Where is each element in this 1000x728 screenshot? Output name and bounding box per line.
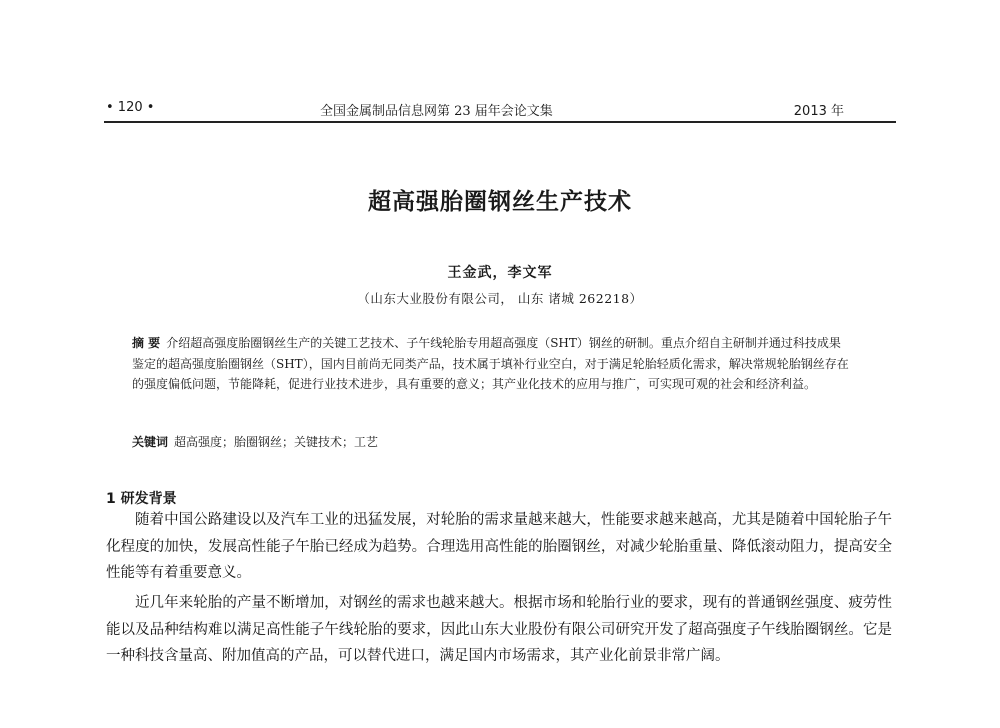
body-paragraph: 随着中国公路建设以及汽车工业的迅猛发展，对轮胎的需求量越来越大，性能要求越来越高，尤其是随着中国轮胎子午化程度的加快，发展高性能子午胎已经成为趋势。合理选用高性能的胎圈钢丝，对减少轮胎重量、降低滚动阻力，提高安全性能等有着重要意义。 (106, 512, 892, 581)
running-header (106, 100, 896, 120)
section-heading: 1 研发背景 (106, 491, 177, 507)
keywords-text: 超高强度；胎圈钢丝；关键技术；工艺 (174, 435, 379, 449)
keywords-label: 关键词 (132, 435, 169, 449)
abstract (132, 333, 852, 395)
keywords (132, 432, 852, 452)
author-affiliation: （山东大业股份有限公司， 山东 诸城 262218） (357, 291, 643, 306)
abstract-label: 摘 要 (132, 336, 161, 350)
article-authors: 王金武，李文军 (447, 265, 553, 281)
header-divider (104, 121, 896, 123)
journal-name: 全国金属制品信息网第 23 届年会论文集 (320, 104, 553, 119)
body-paragraph: 近几年来轮胎的产量不断增加，对钢丝的需求也越来越大。根据市场和轮胎行业的要求，现有的普通钢丝强度、疲劳性能以及品种结构难以满足高性能子午线轮胎的要求，因此山东大业股份有限公司研究开发了超高强度子午线胎圈钢丝。它是一种科技含量高、附加值高的产品，可以替代进口，满足国内市场需求，其产业化前景非常广阔。 (106, 595, 892, 664)
publication-year: 2013 年 (793, 104, 844, 119)
abstract-text: 介绍超高强度胎圈钢丝生产的关键工艺技术、子午线轮胎专用超高强度（SHT）钢丝的研制。重点介绍自主研制并通过科技成果鉴定的超高强度胎圈钢丝（SHT），国内目前尚无同类产品，技术属于填补行业空白，对于满足轮胎轻质化需求，解决常规轮胎钢丝存在的强度偏低问题，节能降耗，促进行业技术进步，具有重要的意义；其产业化技术的应用与推广，可实现可观的社会和经济利益。 (132, 336, 849, 391)
page-number: • 120 • (106, 100, 155, 115)
article-title: 超高强胎圈钢丝生产技术 (368, 189, 632, 215)
